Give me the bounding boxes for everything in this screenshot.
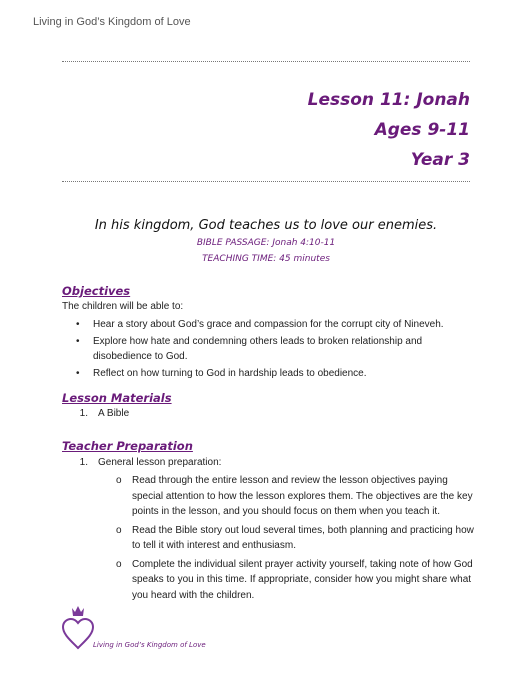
circle-bullet-icon: o xyxy=(116,524,122,536)
bullet-icon: • xyxy=(76,319,80,330)
list-item: o Read through the entire lesson and review the lesson objectives paying special attention to how the lesson explores them. The objectives are the key points in the lesson, and you should focus on them when you teach it. xyxy=(116,475,473,517)
teaching-time: TEACHING TIME: 45 minutes xyxy=(202,254,330,264)
preparation-heading: Teacher Preparation xyxy=(62,439,193,453)
bottom-divider xyxy=(62,181,470,182)
year-label: Year 3 xyxy=(410,150,470,170)
lesson-title: Lesson 11: Jonah xyxy=(307,90,470,110)
objectives-list xyxy=(62,317,482,383)
crown-heart-logo-icon xyxy=(60,604,96,652)
bible-passage: BIBLE PASSAGE: Jonah 4:10-11 xyxy=(196,238,336,248)
bullet-icon: • xyxy=(76,336,80,347)
age-range: Ages 9-11 xyxy=(374,120,470,140)
theme-statement: In his kingdom, God teaches us to love our enemies. xyxy=(94,218,438,233)
list-item: • Reflect on how turning to God in hardship leads to obedience. xyxy=(76,368,367,379)
bullet-icon: • xyxy=(76,368,80,379)
page-footer: Living in God’s Kingdom of Love xyxy=(93,641,206,649)
page-header: Living in God’s Kingdom of Love xyxy=(33,16,191,28)
list-item: 1. A Bible xyxy=(79,408,130,419)
materials-heading: Lesson Materials xyxy=(62,391,172,405)
top-divider xyxy=(62,61,470,62)
list-item: • Explore how hate and condemning others leads to broken relationship and disobedience to God. xyxy=(76,336,423,362)
preparation-sublist xyxy=(116,473,476,606)
objectives-heading: Objectives xyxy=(62,284,131,298)
list-item: o Complete the individual silent prayer activity yourself, taking note of how God speaks to you in this time. If appropriate, consider how you might share what you heard with the children. xyxy=(116,558,473,601)
circle-bullet-icon: o xyxy=(116,475,122,486)
circle-bullet-icon: o xyxy=(116,558,122,570)
list-item: o Read the Bible story out loud several times, both planning and practicing how to tell it with interest and enthusiasm. xyxy=(116,524,474,551)
list-item: • Hear a story about God’s grace and compassion for the corrupt city of Nineveh. xyxy=(76,319,444,330)
objectives-intro: The children will be able to: xyxy=(62,301,184,312)
list-item: 1. General lesson preparation: xyxy=(79,457,222,468)
